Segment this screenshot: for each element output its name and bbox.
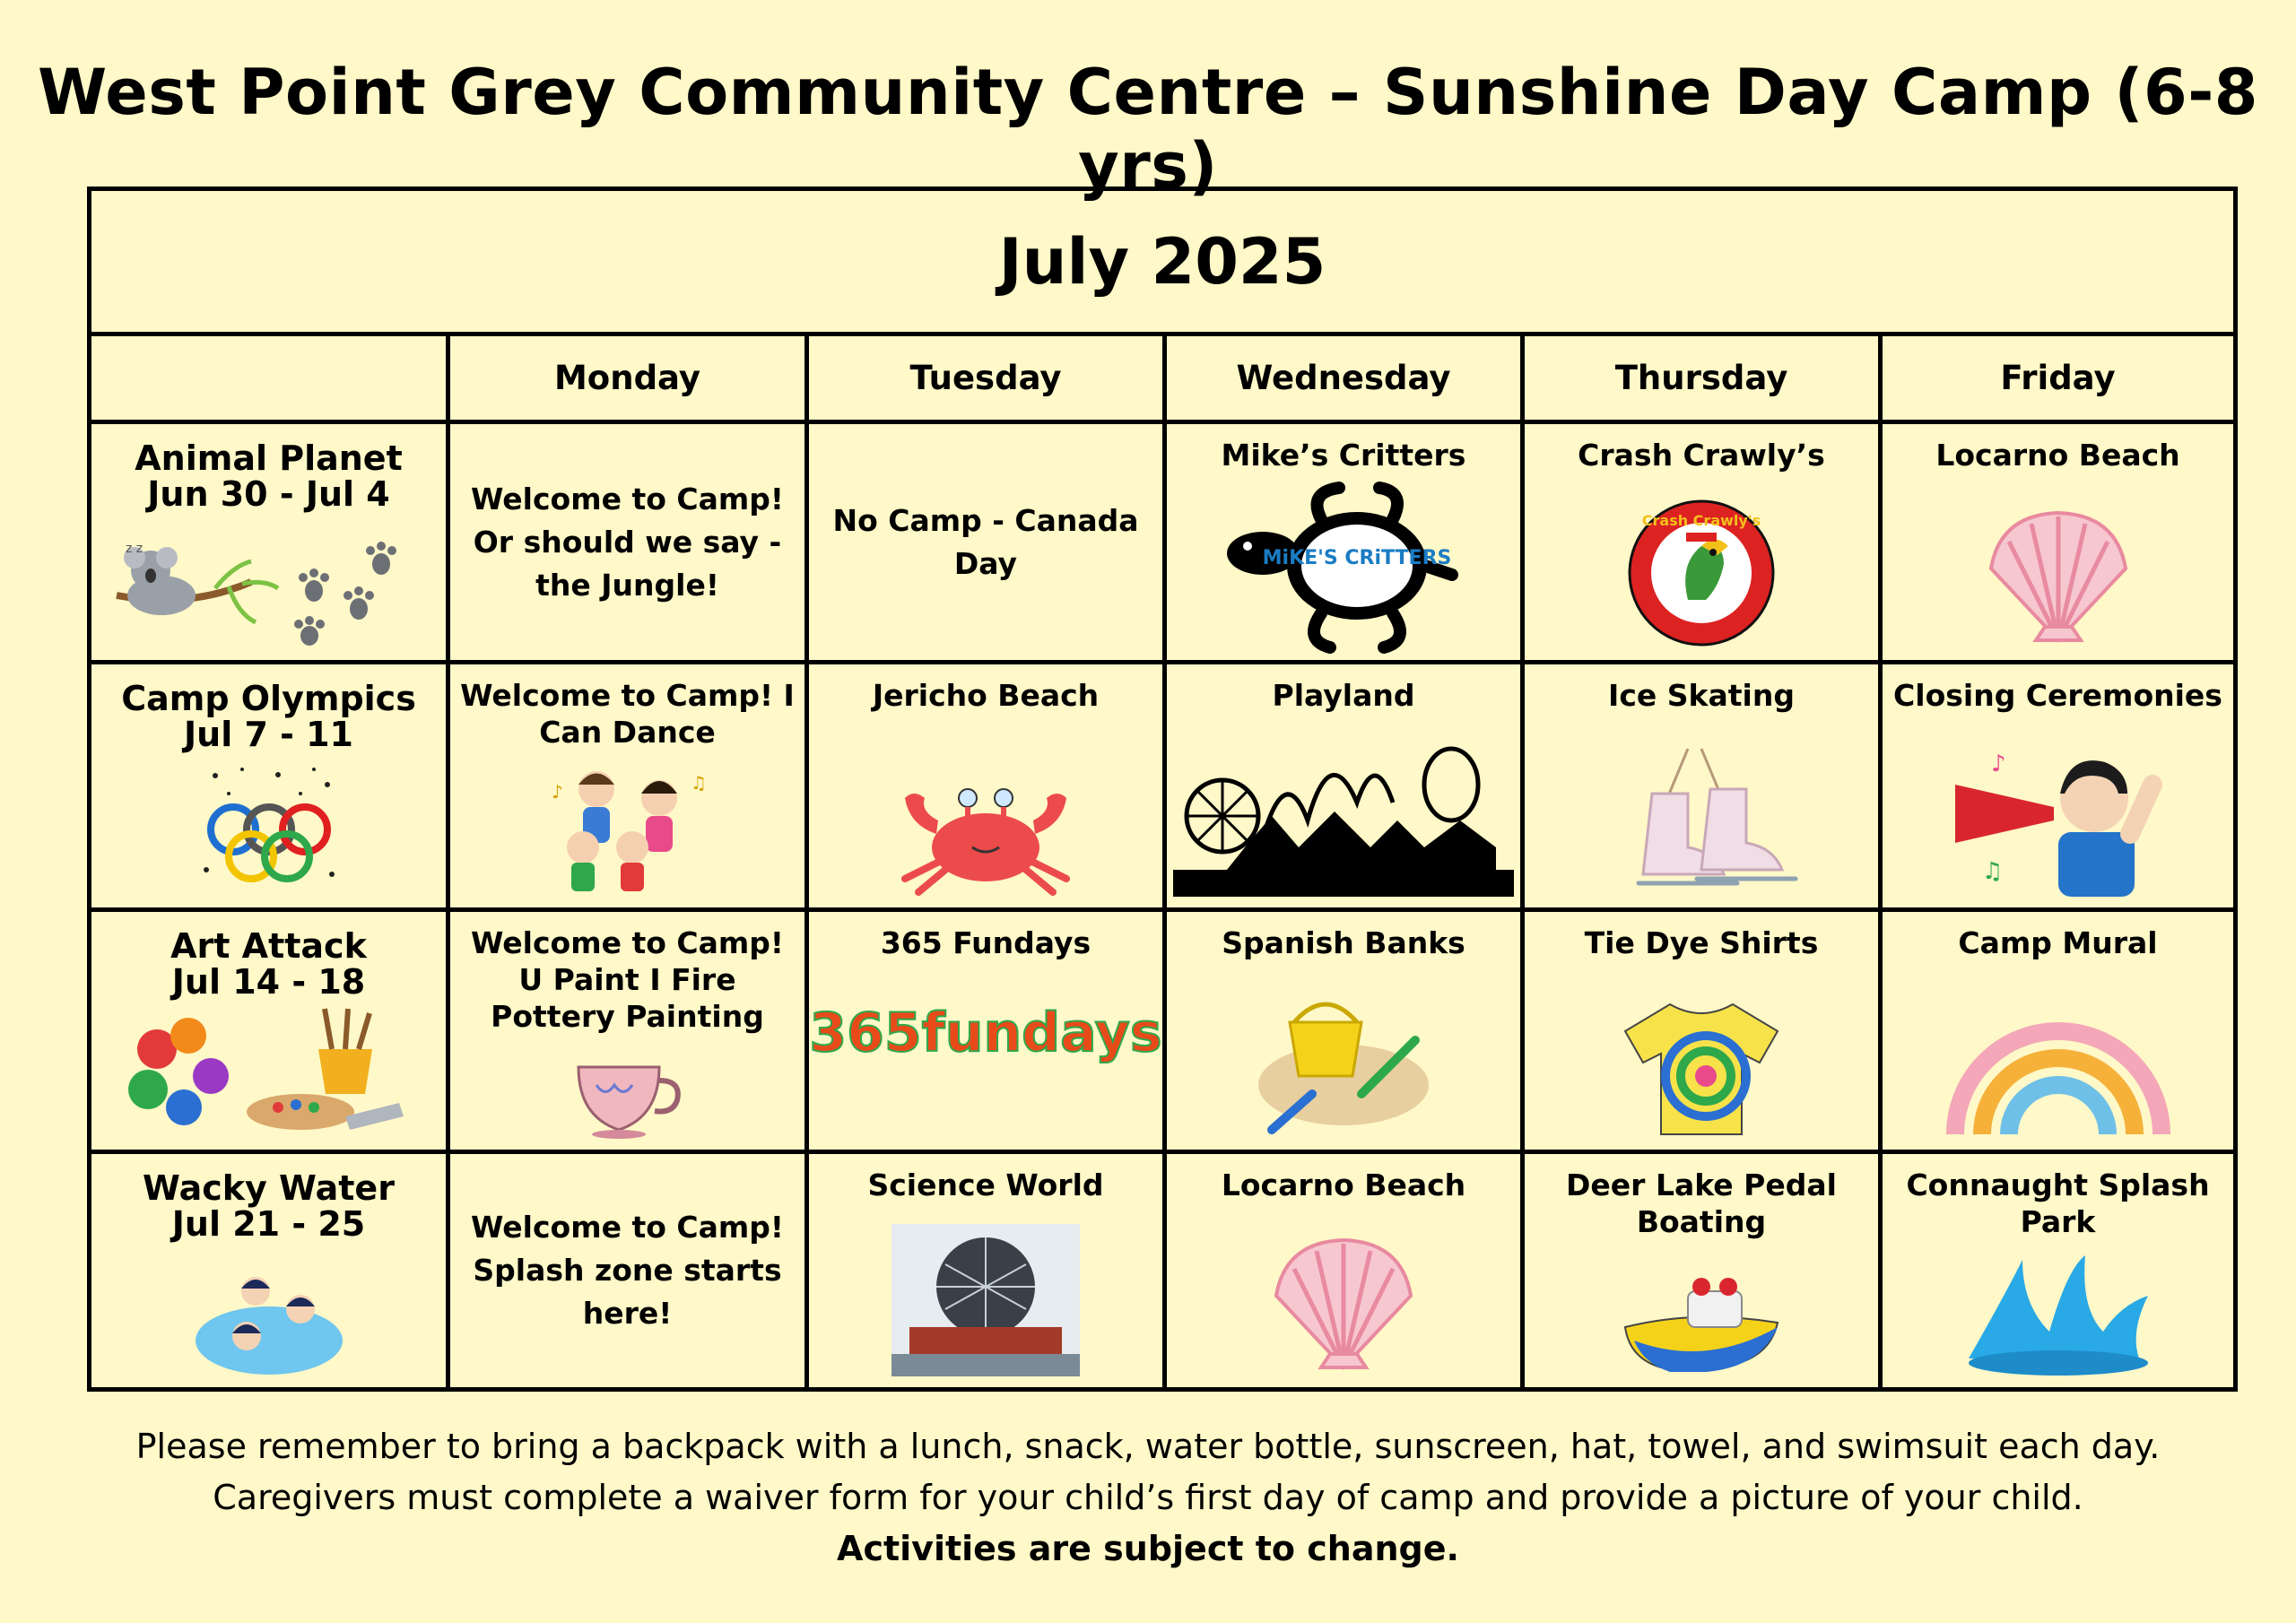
activity-title: Ice Skating [1608,678,1795,713]
calendar-grid [91,336,2233,1387]
amusement-park-icon [1173,740,1514,897]
teacup-icon [570,1058,686,1139]
activity-cell [1167,664,1525,912]
activity-cell [1883,664,2233,912]
week-name: Wacky Water [143,1168,395,1208]
activity-title: Spanish Banks [1222,925,1465,960]
activity-title: Closing Ceremonies [1893,678,2222,713]
rainbow-icon [1942,1013,2175,1139]
activity-cell: Welcome to Camp! Splash zone starts here! [450,1154,809,1387]
activity-cell [1883,424,2233,664]
activity-cell [1167,912,1525,1154]
water-splash-icon [1960,1251,2157,1376]
week-dates: Jul 21 - 25 [171,1204,366,1244]
day-header-friday: Friday [1883,336,2233,424]
svg-text:♪: ♪ [551,781,563,803]
week-name: Animal Planet [135,438,403,478]
turtle-logo-icon [1222,483,1465,649]
activity-title: Mike’s Critters [1221,438,1466,473]
footer-line-waiver: Caregivers must complete a waiver form for your child’s first day of camp and provide a picture of your child. [213,1478,2083,1517]
science-world-icon [891,1224,1080,1376]
boy-with-horn-icon [1946,744,2170,897]
activity-cell [1883,1154,2233,1387]
logo-text: Crash Crawly's [1641,512,1761,529]
activity-cell [809,1154,1167,1387]
month-heading: July 2025 [91,191,2233,336]
activity-cell [450,664,809,912]
seashell-icon [1982,506,2135,649]
olympic-rings-icon [197,762,341,897]
tie-dye-shirt-icon [1621,995,1782,1139]
activity-title: Playland [1272,678,1415,713]
day-header-wednesday: Wednesday [1167,336,1525,424]
svg-text:♫: ♫ [690,772,707,794]
handprints-paint-icon [121,1004,417,1139]
footer-notes [0,1421,2296,1575]
activity-title: Welcome to Camp! I Can Dance [460,678,795,750]
activity-cell [1525,912,1883,1154]
activity-cell [1167,1154,1525,1387]
page-title: West Point Grey Community Centre – Sunshine Day Camp (6-8 yrs) [38,56,2258,203]
svg-text:♪: ♪ [1990,751,2006,777]
activity-cell: No Camp - Canada Day [809,424,1167,664]
week-cell-art-attack [91,912,450,1154]
activity-title: Camp Mural [1958,925,2158,960]
activity-title: Locarno Beach [1935,438,2180,473]
activity-cell [1883,912,2233,1154]
activity-cell [809,664,1167,912]
logo-text: MiKE'S CRiTTERS [1262,547,1452,569]
activity-title: Crash Crawly’s [1578,438,1825,473]
activity-title: Tie Dye Shirts [1584,925,1819,960]
day-header-tuesday: Tuesday [809,336,1167,424]
activity-cell [1167,424,1525,664]
activity-title: Deer Lake Pedal Boating [1566,1167,1837,1239]
activity-cell [1525,1154,1883,1387]
koala-pawprints-icon [108,542,430,649]
corner-cell [91,336,450,424]
activity-cell [450,912,809,1154]
svg-text:z z: z z [125,542,143,556]
footer-line-disclaimer: Activities are subject to change. [837,1529,1459,1568]
activity-cell [1525,424,1883,664]
activity-title: Welcome to Camp! U Paint I Fire Pottery Painting [471,925,784,1034]
activity-title: Science World [867,1167,1104,1202]
week-name: Art Attack [170,926,367,966]
activity-cell [1525,664,1883,912]
activity-title: Locarno Beach [1221,1167,1466,1202]
activity-title: Connaught Splash Park [1906,1167,2210,1239]
activity-cell: Welcome to Camp! Or should we say - the Jungle! [450,424,809,664]
activity-title: Jericho Beach [872,678,1100,713]
week-dates: Jun 30 - Jul 4 [147,474,390,514]
day-header-monday: Monday [450,336,809,424]
activity-cell [809,912,1167,1154]
activity-title: 365 Fundays [880,925,1091,960]
pedal-boat-icon [1616,1255,1787,1376]
week-cell-camp-olympics [91,664,450,912]
365-fundays-logo-icon [809,997,1162,1069]
crab-icon [883,771,1089,897]
ice-skates-icon [1603,740,1800,897]
sand-bucket-icon [1254,986,1433,1139]
week-name: Camp Olympics [121,679,416,718]
week-dates: Jul 7 - 11 [184,715,353,754]
logo-text: 365fundays [809,1002,1162,1064]
week-dates: Jul 14 - 18 [171,962,366,1002]
week-cell-wacky-water [91,1154,450,1387]
svg-text:♫: ♫ [1981,858,2003,885]
swimming-kids-icon [193,1269,345,1376]
seashell-icon [1267,1233,1420,1376]
dancing-kids-icon [543,762,713,897]
footer-line-backpack: Please remember to bring a backpack with a lunch, snack, water bottle, sunscreen, hat, towel, and swimsuit each day. [135,1427,2161,1466]
day-header-thursday: Thursday [1525,336,1883,424]
calendar-table [87,187,2238,1392]
week-cell-animal-planet [91,424,450,664]
crash-crawlys-logo-icon [1625,497,1778,649]
